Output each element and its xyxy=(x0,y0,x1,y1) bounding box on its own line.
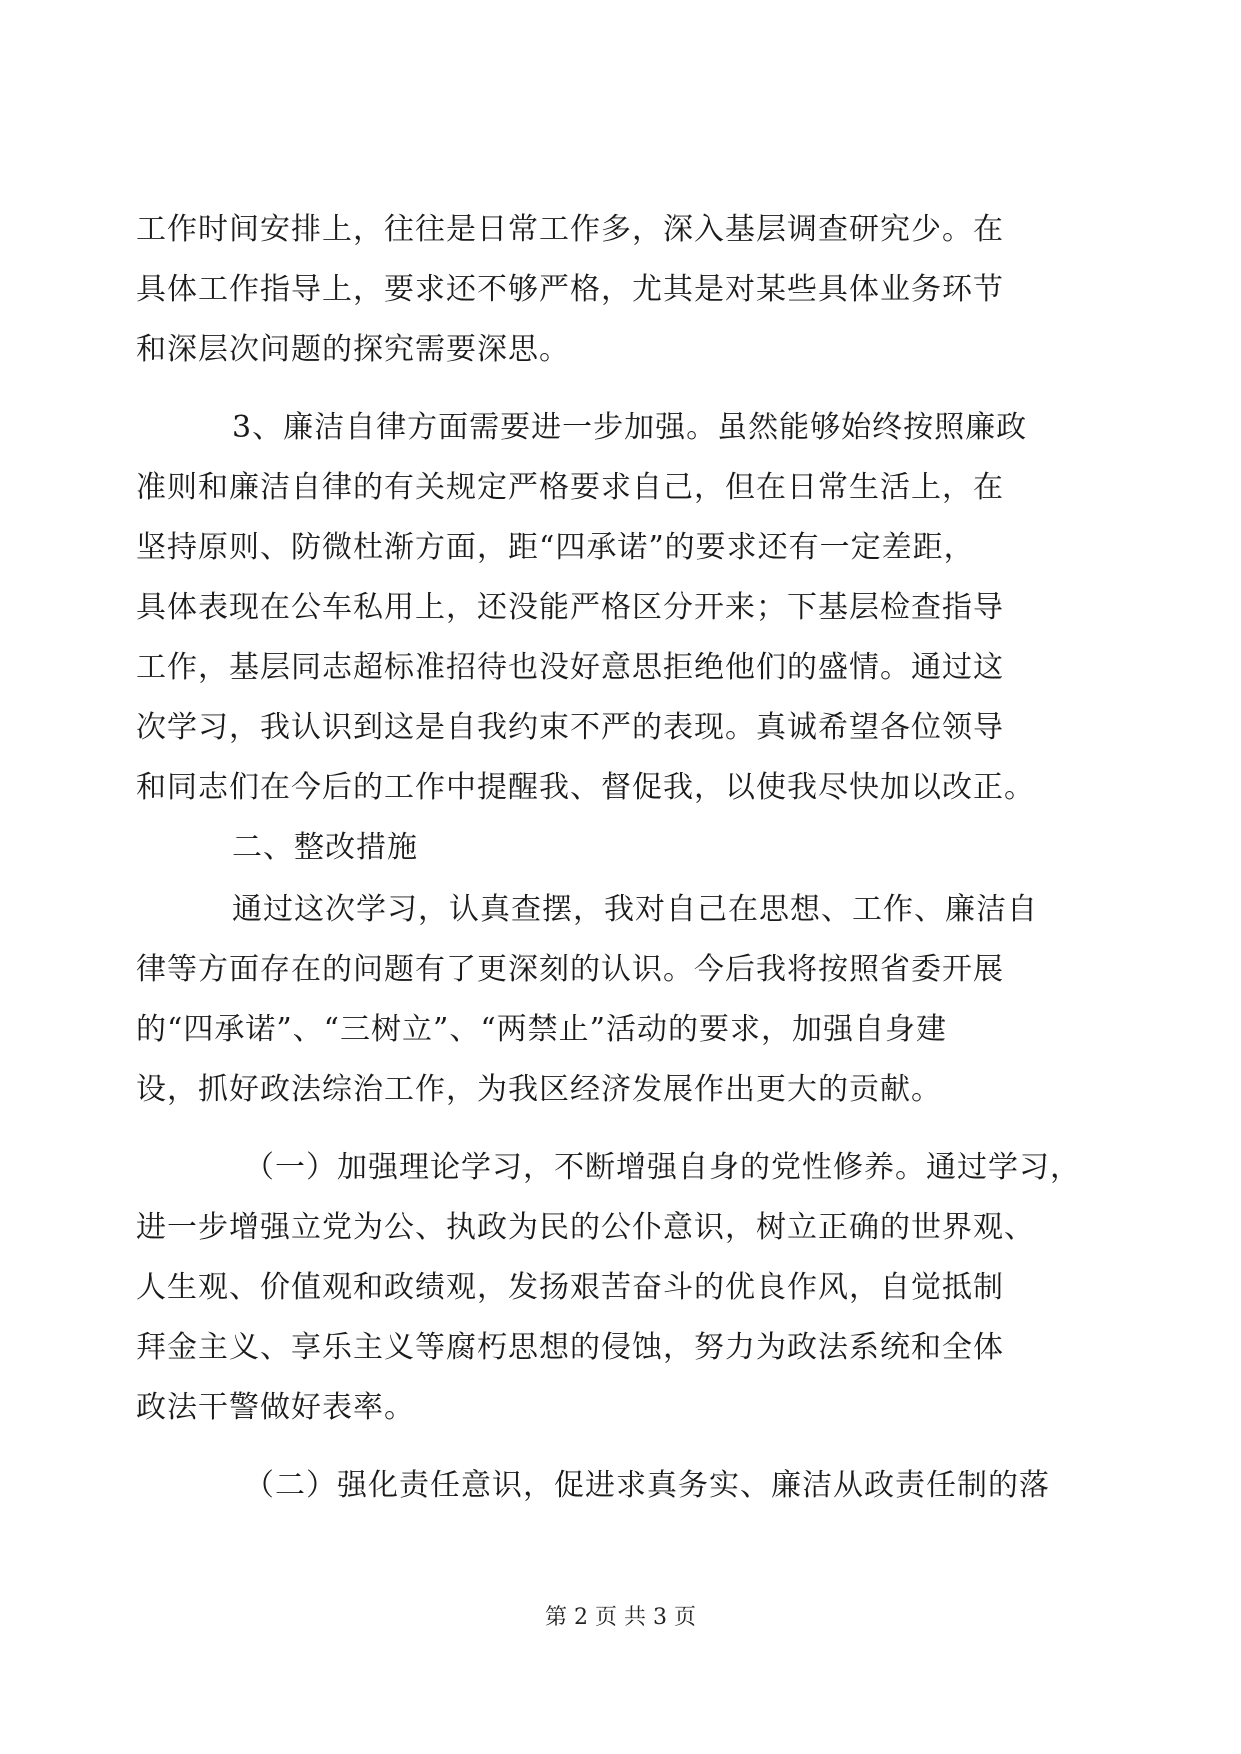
text-line: 进一步增强立党为公、执政为民的公仆意识，树立正确的世界观、 xyxy=(136,1210,1035,1245)
text-line: 政法干警做好表率。 xyxy=(136,1390,415,1425)
text-line: 3、廉洁自律方面需要进一步加强。虽然能够始终按照廉政 xyxy=(232,410,1028,445)
text-line: 次学习，我认识到这是自我约束不严的表现。真诚希望各位领导 xyxy=(136,710,1004,745)
text-line: 律等方面存在的问题有了更深刻的认识。今后我将按照省委开展 xyxy=(136,952,1004,987)
section-heading: 二、整改措施 xyxy=(232,830,418,865)
text-line: （二）强化责任意识，促进求真务实、廉洁从政责任制的落 xyxy=(244,1468,1050,1503)
text-line: 工作，基层同志超标准招待也没好意思拒绝他们的盛情。通过这 xyxy=(136,650,1004,685)
text-line: 具体表现在公车私用上，还没能严格区分开来；下基层检查指导 xyxy=(136,590,1004,625)
text-line: 通过这次学习，认真查摆，我对自己在思想、工作、廉洁自 xyxy=(232,892,1038,927)
text-line: 设，抓好政法综治工作，为我区经济发展作出更大的贡献。 xyxy=(136,1072,942,1107)
text-line: 拜金主义、享乐主义等腐朽思想的侵蚀，努力为政法系统和全体 xyxy=(136,1330,1004,1365)
text-line: 和深层次问题的探究需要深思。 xyxy=(136,332,570,367)
page-number: 第 2 页 共 3 页 xyxy=(545,1605,696,1630)
text-line: 准则和廉洁自律的有关规定严格要求自己，但在日常生活上，在 xyxy=(136,470,1004,505)
text-line: （一）加强理论学习，不断增强自身的党性修养。通过学习， xyxy=(244,1150,1081,1185)
text-line: 的“四承诺”、“三树立”、“两禁止”活动的要求，加强自身建 xyxy=(136,1012,948,1047)
text-line: 人生观、价值观和政绩观，发扬艰苦奋斗的优良作风，自觉抵制 xyxy=(136,1270,1004,1305)
text-line: 工作时间安排上，往往是日常工作多，深入基层调查研究少。在 xyxy=(136,212,1004,247)
text-line: 坚持原则、防微杜渐方面，距“四承诺”的要求还有一定差距， xyxy=(136,530,975,565)
text-line: 和同志们在今后的工作中提醒我、督促我，以使我尽快加以改正。 xyxy=(136,770,1035,805)
text-line: 具体工作指导上，要求还不够严格，尤其是对某些具体业务环节 xyxy=(136,272,1004,307)
